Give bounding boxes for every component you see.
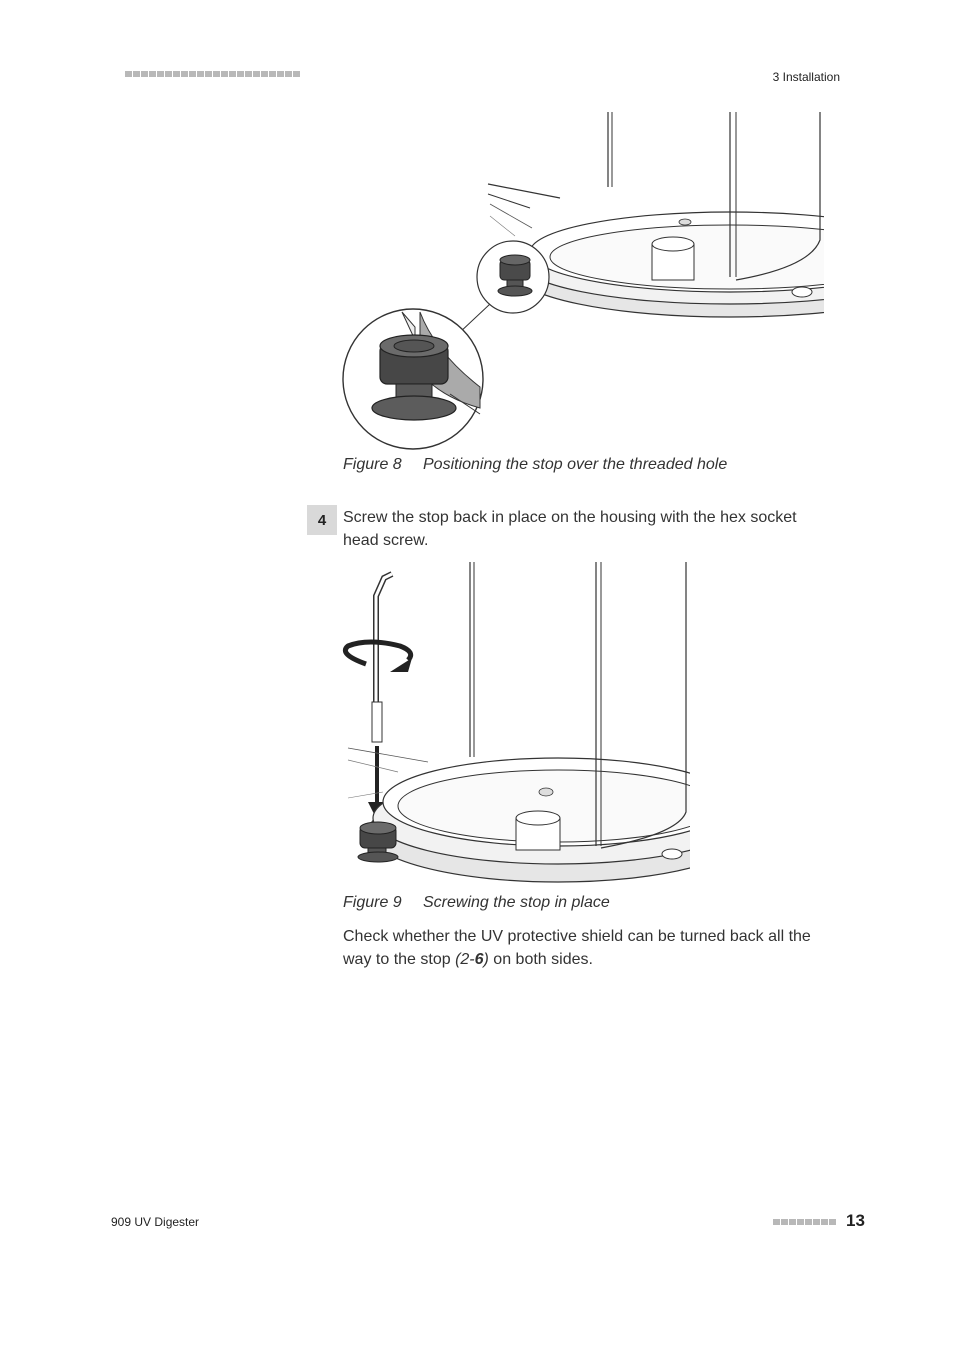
figure-9-caption-text: Screwing the stop in place	[423, 894, 610, 911]
figure-9-illustration	[338, 562, 690, 884]
header-chapter: 3 Installation	[772, 70, 840, 84]
figure-9-label: Figure 9	[343, 894, 402, 911]
paragraph-text: Check whether the UV protective shield can be turned back all the way to the stop	[343, 928, 811, 968]
footer-product: 909 UV Digester	[111, 1215, 200, 1229]
page-number: 13	[846, 1211, 865, 1230]
figure-9-caption	[343, 894, 610, 912]
check-paragraph	[343, 925, 833, 971]
step-number: 4	[307, 505, 337, 535]
cross-reference[interactable]: (2-6)	[455, 951, 489, 968]
step-4-text: Screw the stop back in place on the housing with the hex socket head screw.	[343, 509, 797, 549]
figure-8-label: Figure 8	[343, 456, 402, 473]
figure-8-caption-text: Positioning the stop over the threaded hole	[423, 456, 728, 473]
figure-8-caption	[343, 456, 727, 474]
footer-decoration	[773, 1219, 836, 1225]
header-decoration	[125, 71, 300, 77]
figure-8-illustration	[340, 112, 824, 452]
paragraph-text-end: on both sides.	[488, 951, 593, 968]
